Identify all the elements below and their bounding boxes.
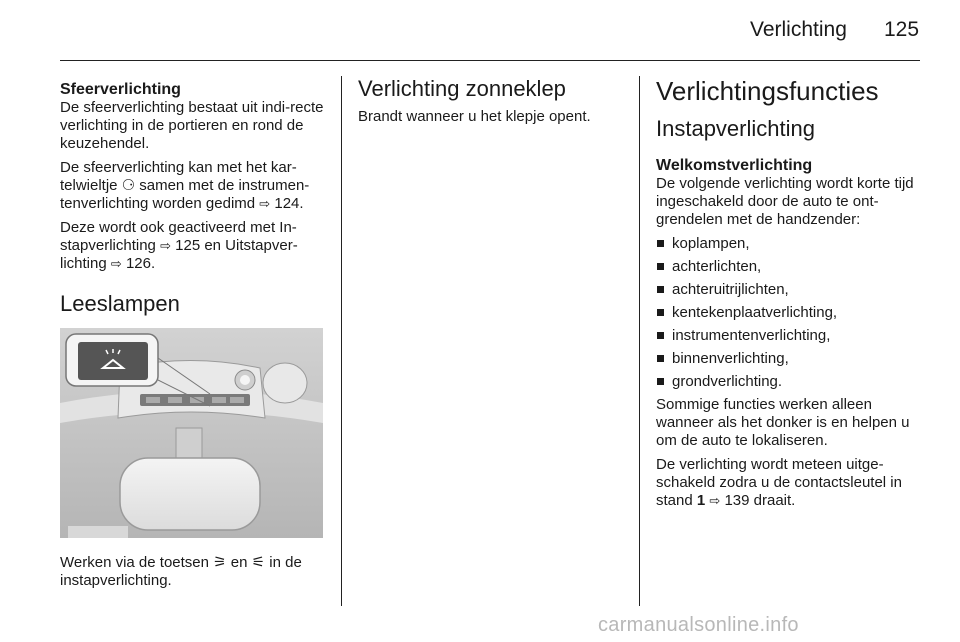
list-item [656,281,924,299]
caption-text-mid: en [230,554,248,571]
page-reference-link[interactable]: 139 draait. [724,492,796,509]
reference-arrow-icon: ⇨ [110,256,122,271]
reference-arrow-icon: ⇨ [160,238,171,253]
list-item-text: grondverlichting. [672,373,783,390]
thumbwheel-icon: ⚆ [121,177,136,194]
list-item-text: instrumentenverlichting, [672,327,831,344]
paragraph-3 [60,219,328,273]
list-item [656,258,924,276]
bullet-square-icon [657,263,664,270]
list-item [656,373,924,391]
bullet-square-icon [657,309,664,316]
page-header [0,0,960,62]
list-item-text: achteruitrijlichten, [672,281,789,298]
bullet-square-icon [657,355,664,362]
paragraph-2 [60,159,328,213]
bullet-square-icon [657,332,664,339]
list-item [656,235,924,253]
paragraph-1: De sfeerverlichting bestaat uit indi-recte verlichting in de portieren en rond de keuzehendel. [60,99,324,152]
list-item-text: koplampen, [672,235,750,252]
exit-light-button-icon: ⚟ [251,554,266,571]
page-reference-link[interactable]: 126. [125,255,156,272]
section-title-sfeerverlichting: Sfeerverlichting [60,81,181,98]
reading-lamp-svg [60,328,323,538]
paragraph-2-text-a: De sfeerverlichting kan met het kar-telwieltje [60,159,297,194]
column-divider-1 [341,76,342,606]
header-title: Verlichting [750,18,847,41]
figure-caption [60,554,330,590]
list-item-text: achterlichten, [672,258,762,275]
reference-arrow-icon: ⇨ [709,493,721,508]
caption-text-a: Werken via de toetsen [60,554,209,571]
paragraph-sommige: Sommige functies werken alleen wanneer als het donker is en helpen u om de auto te lokaliseren. [656,396,910,449]
section-title-leeslampen: Leeslampen [60,291,180,316]
paragraph-zonneklep: Brandt wanneer u het klepje opent. [358,108,591,125]
list-item [656,350,924,368]
page-number: 125 [884,18,920,41]
paragraph-intro: De volgende verlichting wordt korte tijd ingeschakeld door de auto te ont-grendelen met de handzender: [656,175,914,228]
bullet-square-icon [657,378,664,385]
header-rule [60,60,920,61]
list-item-text: binnenverlichting, [672,350,789,367]
reading-lamp-illustration [60,328,323,538]
bullet-square-icon [657,240,664,247]
list-item-text: kentekenplaatverlichting, [672,304,838,321]
watermark: carmanualsonline.info [598,614,799,636]
column-3 [656,76,924,516]
entry-light-button-icon: ⚞ [213,554,227,571]
reference-arrow-icon: ⇨ [259,196,271,211]
page-reference-link[interactable]: 124. [274,195,304,212]
column-1 [60,76,328,317]
paragraph-2-text-b: samen met de instrumen-tenverlichting worden gedimd [60,177,310,212]
column-divider-2 [639,76,640,606]
paragraph-uitschakeling-text: De verlichting wordt meteen uitge-schakeld zodra u de contactsleutel in stand [656,456,902,509]
list-item [656,327,924,345]
bullet-square-icon [657,286,664,293]
column-2 [358,76,626,132]
ignition-position-label: 1 [696,492,706,509]
paragraph-uitschakeling [656,456,924,510]
lighting-bullet-list [656,235,924,391]
paragraph-3-text-a: Deze wordt ook geactiveerd met In-stapverlichting [60,219,297,254]
section-title-verlichting-zonneklep: Verlichting zonneklep [358,76,566,101]
section-title-verlichtingsfuncties: Verlichtingsfuncties [656,76,879,106]
page-reference-link[interactable]: 125 en Uitstapver-lichting [60,237,298,272]
subsection-title-instapverlichting: Instapverlichting [656,116,815,141]
list-item [656,304,924,322]
caption-text-b: in de instapverlichting. [60,554,302,589]
subsubsection-title-welkomstverlichting: Welkomstverlichting [656,157,813,174]
